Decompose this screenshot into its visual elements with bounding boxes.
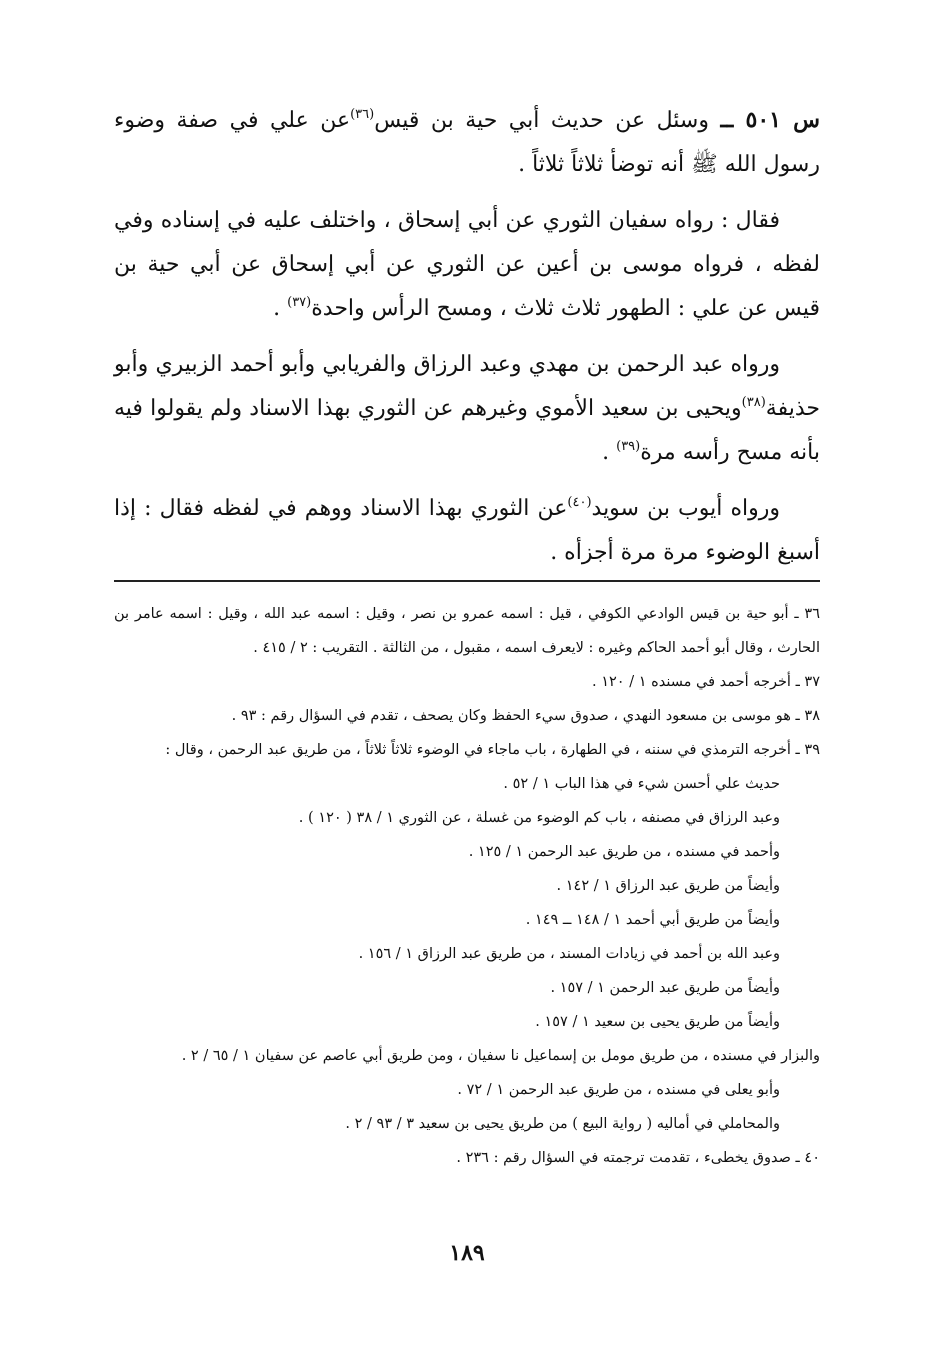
main-text bbox=[114, 98, 820, 587]
footnote-39-line: والبزار في مسنده ، من طريق مومل بن إسماعيل نا سفيان ، ومن طريق أبي عاصم عن سفيان ١ / ٦٥ / ٢ . bbox=[181, 1048, 820, 1064]
footnote-39-line: وأيضاً من طريق عبد الرزاق ١ / ١٤٢ . bbox=[556, 878, 780, 894]
answer2-text-a: ورواه عبد الرحمن بن مهدي وعبد الرزاق والفريابي وأبو أحمد الزبيري وأبو حذيفة bbox=[114, 352, 820, 421]
footnote-ref-40: (٤٠) bbox=[567, 495, 592, 510]
footnote-ref-37: (٣٧) bbox=[287, 295, 312, 310]
footnote-40: ٤٠ ـ صدوق يخطىء ، تقدمت ترجمته في السؤال رقم : ٢٣٦ . bbox=[456, 1150, 820, 1166]
answer3-text-a: ورواه أيوب بن سويد bbox=[591, 496, 780, 521]
footnote-39-line: وعبد الله بن أحمد في زيادات المسند ، من طريق عبد الرزاق ١ / ١٥٦ . bbox=[358, 946, 780, 962]
question-text-b: عن علي في صفة وضوء رسول الله ﷺ أنه توضأ ثلاثاً ثلاثاً . bbox=[114, 108, 820, 177]
footnote-38: ٣٨ ـ هو موسى بن مسعود النهدي ، صدوق سيء الحفظ وكان يصحف ، تقدم في السؤال رقم : ٩٣ . bbox=[231, 708, 820, 724]
answer3-text-b: عن الثوري بهذا الاسناد ووهم في لفظه فقال : إذا أسبغ الوضوء مرة مرة أجزأه . bbox=[114, 496, 820, 565]
footnotes bbox=[114, 597, 820, 1175]
footnote-39-line: وأيضاً من طريق أبي أحمد ١ / ١٤٨ ــ ١٤٩ . bbox=[525, 912, 780, 928]
question-number: س ٥٠١ ــ bbox=[720, 107, 820, 133]
answer1-text-a: فقال : رواه سفيان الثوري عن أبي إسحاق ، واختلف عليه في إسناده وفي لفظه ، فرواه موسى بن أعين عن الثوري عن أبي إسحاق عن أبي حية بن قيس عن علي : الطهور ثلاث ثلاث ، ومسح الرأس واحدة bbox=[114, 208, 820, 321]
footnote-39-line: وأيضاً من طريق عبد الرحمن ١ / ١٥٧ . bbox=[550, 980, 780, 996]
answer1-text-b: . bbox=[273, 296, 288, 321]
answer-paragraph-2 bbox=[114, 343, 820, 475]
footnote-39-line: والمحاملي في أماليه ( رواية البيع ) من طريق يحيى بن سعيد ٣ / ٩٣ / ٢ . bbox=[345, 1116, 780, 1132]
footnote-39-line: وأيضاً من طريق يحيى بن سعيد ١ / ١٥٧ . bbox=[535, 1014, 780, 1030]
answer-paragraph-1 bbox=[114, 199, 820, 331]
answer2-text-c: . bbox=[602, 440, 617, 465]
footnote-39-line: حديث علي أحسن شيء في هذا الباب ١ / ٥٢ . bbox=[503, 776, 780, 792]
answer-paragraph-3 bbox=[114, 487, 820, 575]
page-number: ١٨٩ bbox=[449, 1240, 485, 1266]
footnote-39-line: وأحمد في مسنده ، من طريق عبد الرحمن ١ / ١٢٥ . bbox=[468, 844, 780, 860]
footnote-37: ٣٧ ـ أخرجه أحمد في مسنده ١ / ١٢٠ . bbox=[592, 674, 820, 690]
footnote-ref-36: (٣٦) bbox=[350, 107, 375, 122]
footnote-39-line: وأبو يعلى في مسنده ، من طريق عبد الرحمن ١ / ٧٢ . bbox=[457, 1082, 780, 1098]
footnote-ref-38: (٣٨) bbox=[741, 395, 766, 410]
footnote-39-line: وعبد الرزاق في مصنفه ، باب كم الوضوء من غسلة ، عن الثوري ١ / ٣٨ ( ١٢٠ ) . bbox=[298, 810, 780, 826]
question-paragraph bbox=[114, 98, 820, 187]
footnote-divider bbox=[114, 580, 820, 582]
footnote-ref-39: (٣٩) bbox=[616, 439, 641, 454]
question-text-a: وسئل عن حديث أبي حية بن قيس bbox=[374, 108, 721, 133]
answer2-text-b: ويحيى بن سعيد الأموي وغيرهم عن الثوري بهذا الاسناد ولم يقولوا فيه بأنه مسح رأسه مرة bbox=[114, 396, 820, 465]
footnote-36: ٣٦ ـ أبو حية بن قيس الوادعي الكوفي ، قيل : اسمه عمرو بن نصر ، وقيل : اسمه عبد الله ، وقيل : اسمه عامر بن الحارث ، وقال أبو أحمد الحاكم وغيره : لايعرف اسمه ، مقبول ، من الثالثة . التقريب : ٢ / ٤١٥ . bbox=[114, 606, 820, 656]
footnote-39: ٣٩ ـ أخرجه الترمذي في سننه ، في الطهارة ، باب ماجاء في الوضوء ثلاثاً ثلاثاً ، من طريق عبد الرحمن ، وقال : bbox=[165, 742, 820, 758]
